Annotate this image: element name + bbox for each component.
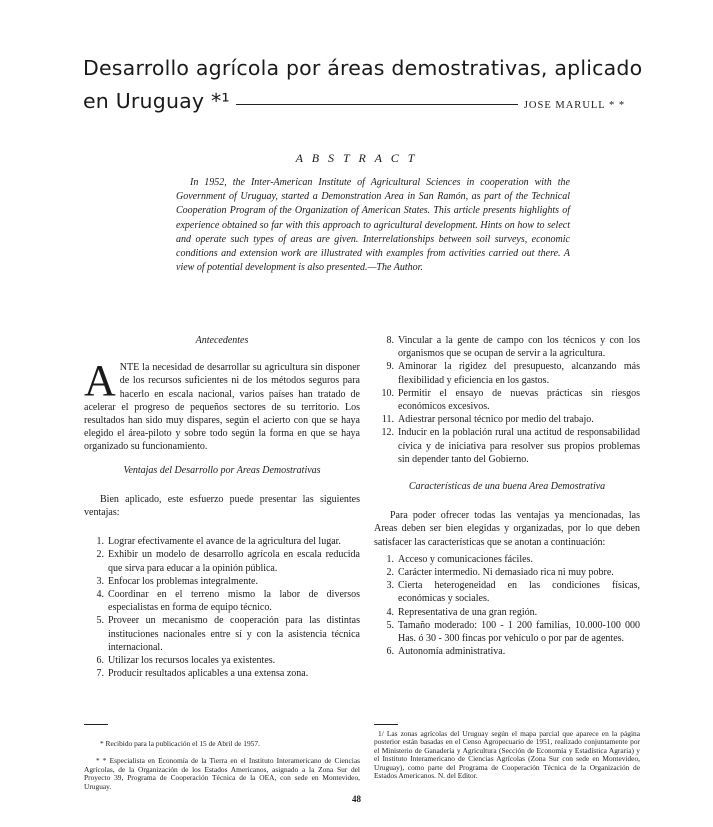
list-number: 5. <box>386 619 394 631</box>
list-text: Proveer un mecanismo de cooperación para las distintas instituciones nacionales entre sí y con la asistencia técnica internacional. <box>108 615 360 653</box>
footnote-rule-left <box>84 724 108 725</box>
section-heading-caracteristicas: Características de una buena Area Demostrativa <box>408 481 606 493</box>
author-name: JOSE MARULL * * <box>523 100 626 111</box>
drop-cap: A <box>84 356 116 406</box>
list-number: 5. <box>96 615 104 627</box>
intro-text: NTE la necesidad de desarrollar su agricultura sin disponer de los recursos suficientes ni de los métodos seguros para hacerlo en escala nacional, varios países han tratado de acelerar el progreso de pequeños sectores de su territorio. Los resultados han sido muy dispares, según el acierto con que se haya elegido el área-piloto y sobre todo según la forma en que se haya organizado su funcionamiento. <box>84 362 360 453</box>
footnote-right <box>374 730 640 780</box>
list-item <box>84 535 360 548</box>
list-number: 6. <box>96 655 104 667</box>
list-item <box>374 334 640 360</box>
list-text: Enfocar los problemas integralmente. <box>108 575 258 587</box>
list-number: 11. <box>381 414 394 426</box>
list-number: 7. <box>96 668 104 680</box>
list-item <box>374 566 640 579</box>
right-column <box>374 334 640 658</box>
list-item <box>374 360 640 386</box>
section-heading-ventajas: Ventajas del Desarrollo por Areas Demostrativas <box>123 464 321 476</box>
list-number: 8. <box>386 335 394 346</box>
list-text: Producir resultados aplicables a una extensa zona. <box>108 668 309 680</box>
abstract-text: In 1952, the Inter-American Institute of Agricultural Sciences in cooperation with the Government of Uruguay, started a Demonstration Area in San Ramón, as part of the Technical Cooperation Program of the Organization of American States. This article presents highlights of experience obtained so far with this approach to agricultural development. Hints on how to select and operate such types of areas are given. Interrelationships between soil surveys, economic conditions and extension work are illustrated with examples from activities carried out there. A view of potential development is also presented.—The Author. <box>176 177 570 274</box>
list-item <box>84 614 360 654</box>
list-text: Coordinar en el terreno mismo la labor de diversos especialistas en forma de equipo técnico. <box>108 589 360 614</box>
ventajas-list-continued <box>374 334 640 466</box>
list-text: Carácter intermedio. Ni demasiado rica ni muy pobre. <box>398 567 614 579</box>
list-item <box>84 654 360 667</box>
ventajas-list <box>84 535 360 680</box>
list-item <box>84 548 360 574</box>
article-title <box>83 52 663 122</box>
list-item <box>84 588 360 614</box>
list-item <box>374 619 640 645</box>
list-number: 4. <box>386 606 394 618</box>
list-number: 10. <box>381 387 394 399</box>
footnote-author: * * Especialista en Economía de la Tierra en el Instituto Interamericano de Ciencias Agrícolas, de la Organización de los Estados Americanos, asignado a la Zona Sur del Proyecto 39, Programa de Cooperación Técnica de la OEA, con sede en Montevideo, Uruguay. <box>84 756 360 791</box>
list-number: 2. <box>386 567 394 579</box>
footnote-zones: 1/ Las zonas agrícolas del Uruguay según el mapa parcial que aparece en la página posterior están basadas en el Censo Agropecuario de 1951, realizado conjuntamente por el Ministerio de Ganadería y Agricultura (Sección de Economía y Estadística Agraria) y el Instituto Interamericano de Ciencias Agrícolas (Zona Sur con sede en Montevideo, Uruguay), como parte del Programa de Cooperación Técnica de la Organización de Estados Americanos. N. del Editor. <box>374 729 640 781</box>
list-text: Utilizar los recursos locales ya existentes. <box>108 655 276 667</box>
list-item <box>374 579 640 605</box>
list-text: Permitir el ensayo de nuevas prácticas sin riesgos económicos excesivos. <box>398 387 640 413</box>
list-item <box>374 553 640 566</box>
left-column <box>84 334 360 680</box>
caracteristicas-intro: Para poder ofrecer todas las ventajas ya mencionadas, las Areas deben ser bien elegidas y organizadas, por lo que deben satisfacer las características que se anotan a continuación: <box>374 510 640 548</box>
list-text: Aminorar la rigidez del presupuesto, alcanzando más flexibilidad y eficiencia en los gastos. <box>398 361 640 386</box>
list-text: Autonomía administrativa. <box>398 646 506 658</box>
abstract-body <box>176 176 570 275</box>
footnote-rule-right <box>374 724 398 725</box>
list-number: 1. <box>96 536 104 548</box>
list-number: 3. <box>386 580 394 592</box>
list-item <box>84 575 360 588</box>
list-item <box>374 413 640 426</box>
list-text: Representativa de una gran región. <box>398 606 538 618</box>
list-item <box>374 387 640 413</box>
list-text: Exhibir un modelo de desarrollo agrícola en escala reducida que sirva para educar a la opinión pública. <box>108 549 360 574</box>
list-number: 4. <box>96 589 104 601</box>
section-heading-antecedentes: Antecedentes <box>195 335 249 346</box>
list-number: 3. <box>96 575 104 587</box>
list-number: 6. <box>386 646 394 658</box>
list-text: Inducir en la población rural una actitud de responsabilidad cívica y de iniciativa para resolver sus propios problemas sin depender tanto del Gobierno. <box>398 427 640 465</box>
intro-paragraph <box>84 356 360 453</box>
list-text: Tamaño moderado: 100 - 1 200 familias, 10.000-100 000 Has. ó 30 - 300 fincas por vehículo o por par de agentes. <box>398 619 640 645</box>
abstract-heading: A B S T R A C T <box>295 151 418 165</box>
title-line-1: Desarrollo agrícola por áreas demostrativas, aplicado <box>83 56 643 80</box>
list-item <box>84 667 360 680</box>
list-number: 9. <box>386 361 394 373</box>
footnote-received: * Recibido para la publicación el 15 de Abril de 1957. <box>100 739 260 748</box>
list-number: 12. <box>381 427 394 439</box>
list-text: Vincular a la gente de campo con los técnicos y con los organismos que se ocupan de servir a la agricultura. <box>398 335 640 360</box>
list-item <box>374 645 640 658</box>
list-item <box>374 606 640 619</box>
title-line-2-text: en Uruguay *¹ <box>83 89 230 113</box>
list-number: 1. <box>386 553 394 565</box>
ventajas-intro: Bien aplicado, este esfuerzo puede presentar las siguientes ventajas: <box>84 493 360 519</box>
list-text: Acceso y comunicaciones fáciles. <box>398 553 533 565</box>
caracteristicas-list <box>374 553 640 659</box>
page-number: 48 <box>352 794 361 804</box>
footnote-left <box>84 740 360 791</box>
list-item <box>374 426 640 466</box>
list-text: Cierta heterogeneidad en las condiciones físicas, económicas y sociales. <box>398 580 640 605</box>
list-text: Adiestrar personal técnico por medio del trabajo. <box>398 414 594 426</box>
list-number: 2. <box>96 549 104 561</box>
list-text: Lograr efectivamente el avance de la agricultura del lugar. <box>108 536 341 548</box>
title-rule <box>236 104 518 105</box>
title-line-2 <box>83 85 663 122</box>
